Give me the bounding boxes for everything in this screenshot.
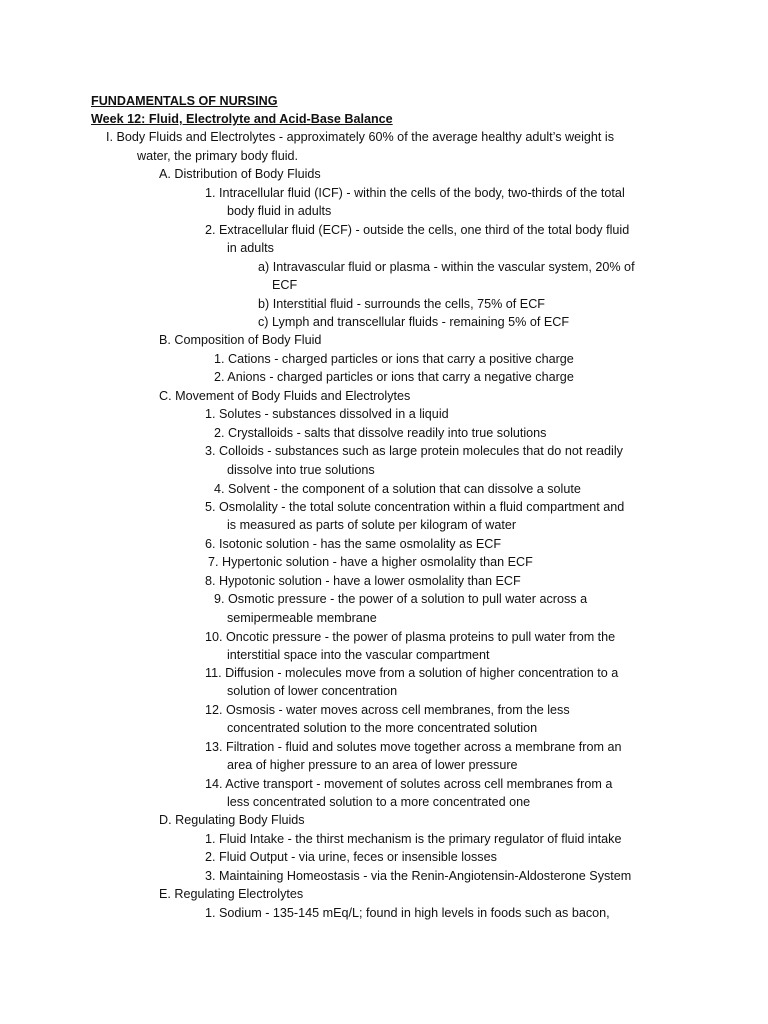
outline-line: 1. Fluid Intake - the thirst mechanism is the primary regulator of fluid intake — [205, 832, 622, 846]
outline-line: 1. Intracellular fluid (ICF) - within the cells of the body, two-thirds of the total — [205, 186, 625, 200]
outline-line: 2. Extracellular fluid (ECF) - outside the cells, one third of the total body fluid — [205, 223, 630, 237]
outline-line: 1. Sodium - 135-145 mEq/L; found in high levels in foods such as bacon, — [205, 906, 610, 920]
outline-line: is measured as parts of solute per kilogram of water — [227, 518, 517, 532]
outline-line: 6. Isotonic solution - has the same osmolality as ECF — [205, 537, 502, 551]
outline-line: c) Lymph and transcellular fluids - remaining 5% of ECF — [258, 315, 570, 329]
outline-line: 12. Osmosis - water moves across cell membranes, from the less — [205, 703, 570, 717]
outline-line: B. Composition of Body Fluid — [159, 333, 322, 347]
outline-line: 11. Diffusion - molecules move from a solution of higher concentration to a — [205, 666, 619, 680]
outline-line: 14. Active transport - movement of solutes across cell membranes from a — [205, 777, 613, 791]
outline-line: ECF — [272, 278, 298, 292]
outline-line: semipermeable membrane — [227, 611, 377, 625]
outline-line: dissolve into true solutions — [227, 463, 375, 477]
outline-line: area of higher pressure to an area of lower pressure — [227, 758, 518, 772]
outline-line: 3. Colloids - substances such as large protein molecules that do not readily — [205, 444, 623, 458]
outline-line: a) Intravascular fluid or plasma - within the vascular system, 20% of — [258, 260, 635, 274]
outline-line: 10. Oncotic pressure - the power of plasma proteins to pull water from the — [205, 630, 616, 644]
outline-line: 2. Crystalloids - salts that dissolve readily into true solutions — [214, 426, 547, 440]
outline-line: 4. Solvent - the component of a solution that can dissolve a solute — [214, 482, 581, 496]
outline-line: concentrated solution to the more concentrated solution — [227, 721, 538, 735]
outline-line: 1. Cations - charged particles or ions that carry a positive charge — [214, 352, 574, 366]
outline-line: I. Body Fluids and Electrolytes - approximately 60% of the average healthy adult’s weight is — [106, 130, 614, 144]
outline-line: 2. Anions - charged particles or ions that carry a negative charge — [214, 370, 574, 384]
outline-line: less concentrated solution to a more concentrated one — [227, 795, 531, 809]
outline-line: E. Regulating Electrolytes — [159, 887, 304, 901]
outline-line: body fluid in adults — [227, 204, 332, 218]
outline-line: 8. Hypotonic solution - have a lower osmolality than ECF — [205, 574, 521, 588]
outline-line: water, the primary body fluid. — [137, 149, 298, 163]
outline-line: 3. Maintaining Homeostasis - via the Renin-Angiotensin-Aldosterone System — [205, 869, 632, 883]
outline-line: 13. Filtration - fluid and solutes move together across a membrane from an — [205, 740, 622, 754]
outline-line: 7. Hypertonic solution - have a higher osmolality than ECF — [208, 555, 533, 569]
outline-line: A. Distribution of Body Fluids — [159, 167, 321, 181]
week-title: Week 12: Fluid, Electrolyte and Acid-Base Balance — [91, 112, 393, 126]
outline-line: in adults — [227, 241, 274, 255]
outline-line: 5. Osmolality - the total solute concentration within a fluid compartment and — [205, 500, 625, 514]
outline-line: 2. Fluid Output - via urine, feces or insensible losses — [205, 850, 497, 864]
outline-line: solution of lower concentration — [227, 684, 398, 698]
outline-line: 9. Osmotic pressure - the power of a solution to pull water across a — [214, 592, 588, 606]
outline-line: interstitial space into the vascular compartment — [227, 648, 490, 662]
course-title: FUNDAMENTALS OF NURSING — [91, 94, 278, 108]
outline-line: C. Movement of Body Fluids and Electrolytes — [159, 389, 411, 403]
outline-line: b) Interstitial fluid - surrounds the cells, 75% of ECF — [258, 297, 545, 311]
outline-line: 1. Solutes - substances dissolved in a liquid — [205, 407, 449, 421]
outline-line: D. Regulating Body Fluids — [159, 813, 305, 827]
